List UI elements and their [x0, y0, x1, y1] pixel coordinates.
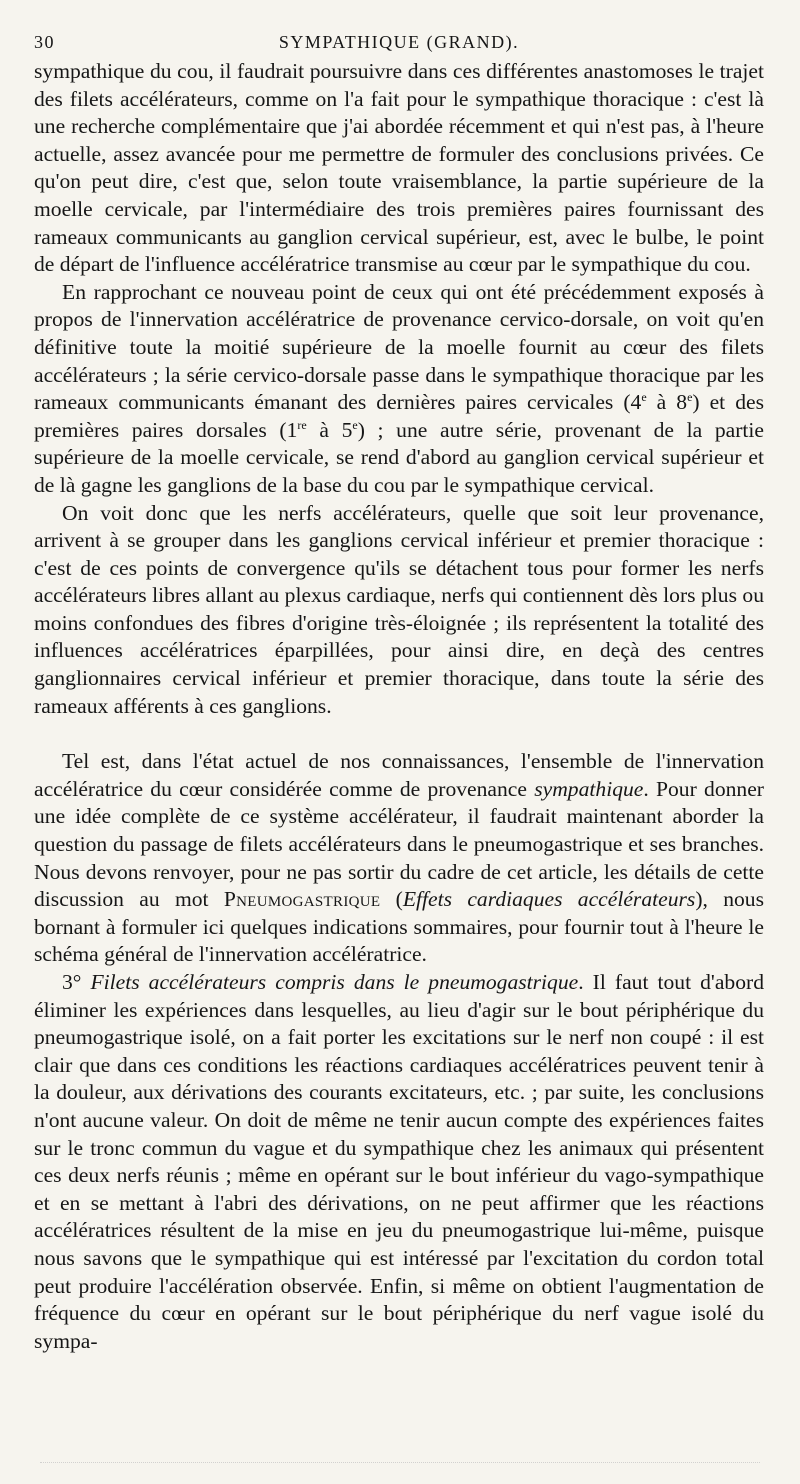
superscript: e — [687, 389, 693, 404]
superscript: re — [297, 417, 307, 432]
page-header — [34, 28, 764, 58]
section-number: 3° — [62, 970, 91, 994]
paragraph-4-text-b: . Pour donner une idée complète de ce système accélérateur, il faudrait maintenant aborder la question du passage de filets accélérateurs dans le pneumogastrique et ses branches. Nous devons renvoyer, pour ne pas sortir du cadre de cet article, les détails de cette discussion au mot — [34, 776, 764, 912]
paragraph-2-text-d: à 5 — [306, 417, 353, 442]
paragraph-4 — [34, 748, 764, 969]
paragraph-5-text: . Il faut tout d'abord éliminer les expériences dans lesquelles, au lieu d'agir sur le bout périphérique du pneumogastrique isolé, on a fait porter les excitations sur le nerf non coupé : il est clair que dans ces conditions les réactions cardiaques accélératrices peuvent tenir à la douleur, aux dérivations des courants excitateurs, etc. ; par suite, les conclusions n'ont aucune valeur. On doit de même ne tenir aucun compte des expériences faites sur le tronc commun du vague et du sympathique chez les animaux qui présentent ces deux nerfs réunis ; même en opérant sur le bout inférieur du vago-sympathique et en se mettant à l'abri des dérivations, on ne peut affirmer que les réactions accélératrices résultent de la mise en jeu du pneumogastrique lui-même, puisque nous savons que le sympathique qui est intéressé par l'excitation du cordon total peut produire l'accélération observée. Enfin, si même on obtient l'augmentation de fréquence du cœur en opérant sur le bout périphérique du nerf vague isolé du sympa- — [34, 970, 764, 1353]
paragraph-1: sympathique du cou, il faudrait poursuivre dans ces différentes anastomoses le trajet des filets accélérateurs, comme on l'a fait pour le sympathique thoracique : c'est là une recherche complémentaire que j'ai abordée récemment et qui n'est pas, à l'heure actuelle, assez avancée pour me permettre de formuler des conclusions privées. Ce qu'on peut dire, c'est que, selon toute vraisemblance, la partie supérieure de la moelle cervicale, par l'intermédiaire des trois premières paires fournissant des rameaux communicants au ganglion cervical supérieur, est, avec le bulbe, le point de départ de l'influence accélératrice transmise au cœur par le sympathique du cou. — [34, 59, 764, 277]
paragraph-4-text-d: ), nous bornant à formuler ici quelques indications sommaires, pour fournir tout à l'heure le schéma général de l'innervation accélératrice. — [34, 887, 764, 967]
cross-reference: Pneumogastrique — [223, 887, 381, 912]
paragraph-2-text-e: ) ; une autre série, provenant de la partie supérieure de la moelle cervicale, se rend d'abord au ganglion cervical supérieur et de là gagne les ganglions de la base du cou par le sympathique cervical. — [34, 417, 764, 497]
superscript: e — [641, 389, 647, 404]
page-number: 30 — [34, 32, 55, 52]
italic-term: sympathique — [534, 776, 644, 801]
paragraph-2 — [34, 279, 764, 500]
paragraph-4-text-c: ( — [380, 887, 403, 912]
paragraph-2-text-a: En rapprochant ce nouveau point de ceux qui ont été précédemment exposés à propos de l'innervation accélératrice de provenance cervico-dorsale, on voit qu'en définitive toute la moitié supérieure de la moelle fournit au cœur des filets accélérateurs ; la série cervico-dorsale passe dans le sympathique thoracique par les rameaux communicants émanant des dernières paires cervicales (4 — [34, 279, 764, 415]
running-title: SYMPATHIQUE (GRAND). — [278, 32, 520, 52]
superscript: e — [352, 417, 358, 432]
section-heading: Filets accélérateurs compris dans le pneumogastrique — [90, 970, 579, 994]
paragraph-2-text-c: ) et des premières paires dorsales (1 — [34, 390, 764, 442]
italic-term: Effets cardiaques accélérateurs — [402, 887, 696, 912]
paragraph-2-text-b: à 8 — [646, 390, 688, 415]
scan-artifact-line — [40, 1462, 760, 1464]
paragraph-4-text-a: Tel est, dans l'état actuel de nos connaissances, l'ensemble de l'innervation accélératrice du cœur considérée comme de provenance — [34, 749, 764, 801]
paragraph-5 — [34, 969, 764, 1355]
paragraph-3: On voit donc que les nerfs accélérateurs, quelle que soit leur provenance, arrivent à se grouper dans les ganglions cervical inférieur et premier thoracique : c'est de ces points de convergence qu'ils se détachent tous pour former les nerfs accélérateurs libres allant au plexus cardiaque, nerfs qui contiennent dès lors plus ou moins confondues des fibres d'origine très-éloignée ; ils représentent la totalité des influences accélératrices éparpillées, pour ainsi dire, en deçà des centres ganglionnaires cervical inférieur et premier thoracique, dans toute la série des rameaux afférents à ces ganglions. — [34, 500, 764, 718]
